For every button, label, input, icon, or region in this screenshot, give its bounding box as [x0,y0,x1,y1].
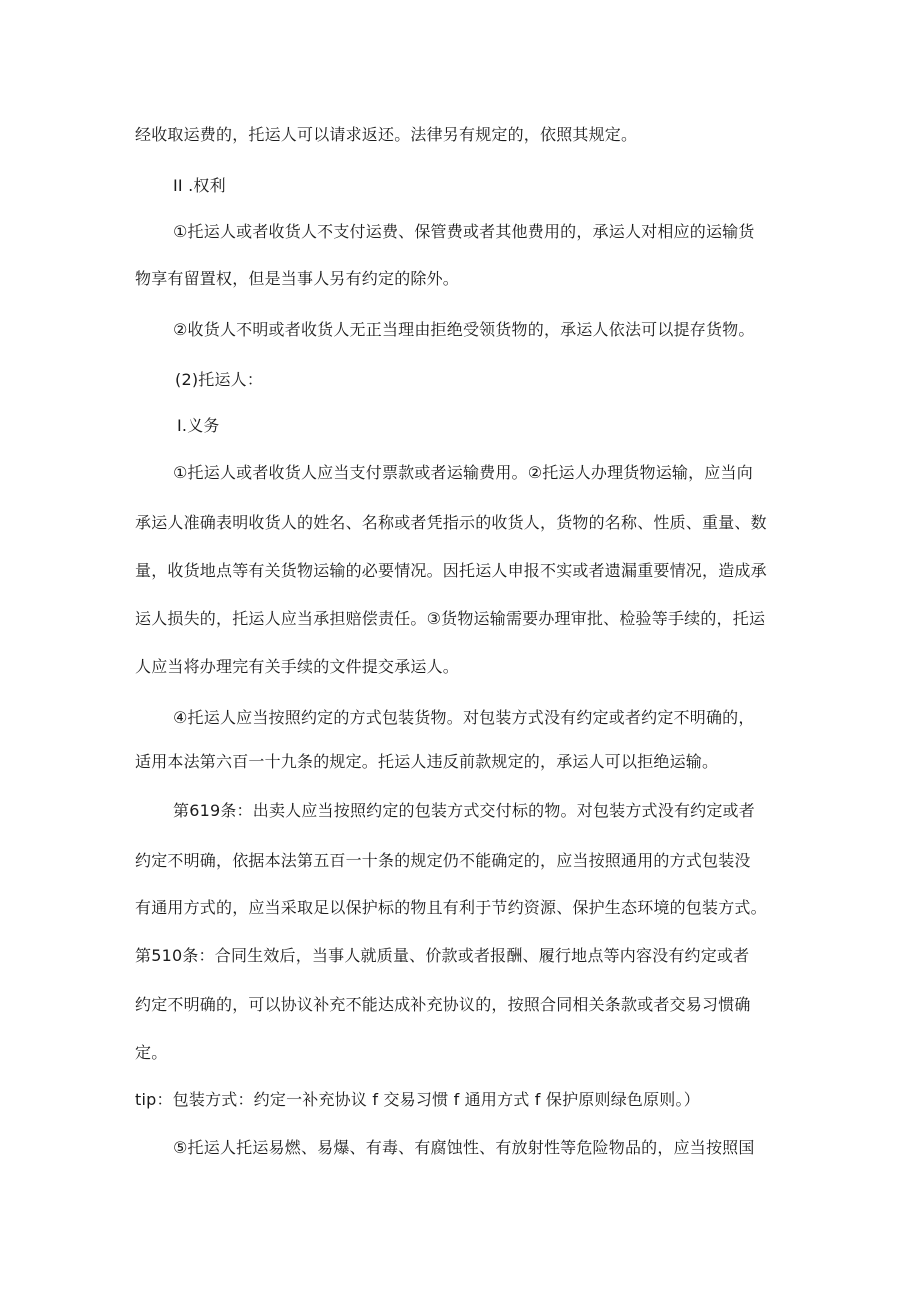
section-heading-shipper: (2)托运人： [175,370,264,389]
text-line: 第510条：合同生效后，当事人就质量、价款或者报酬、履行地点等内容没有约定或者 [135,946,750,965]
text-line: 经收取运费的，托运人可以请求返还。法律另有规定的，依照其规定。 [135,125,638,144]
section-heading-obligations: I.义务 [177,416,220,435]
text-line: ②收货人不明或者收货人无正当理由拒绝受领货物的，承运人依法可以提存货物。 [173,320,755,339]
text-line: 定。 [135,1043,168,1062]
text-line: 约定不明确的，可以协议补充不能达成补充协议的，按照合同相关条款或者交易习惯确 [135,995,751,1014]
text-line: 约定不明确，依据本法第五百一十条的规定仍不能确定的，应当按照通用的方式包装没 [135,851,751,870]
text-line: 人应当将办理完有关手续的文件提交承运人。 [135,657,460,676]
text-line: 运人损失的，托运人应当承担赔偿责任。③货物运输需要办理审批、检验等手续的，托运 [135,609,766,628]
text-line: ①托运人或者收货人不支付运费、保管费或者其他费用的，承运人对相应的运输货 [173,222,755,241]
text-line: 有通用方式的，应当采取足以保护标的物且有利于节约资源、保护生态环境的包装方式。 [135,898,767,917]
text-line: ⑤托运人托运易燃、易爆、有毒、有腐蚀性、有放射性等危险物品的，应当按照国 [173,1138,755,1157]
section-heading-rights: II .权利 [173,176,226,195]
text-line: ①托运人或者收货人应当支付票款或者运输费用。②托运人办理货物运输，应当向 [173,463,753,482]
text-line: 量，收货地点等有关货物运输的必要情况。因托运人申报不实或者遗漏重要情况，造成承 [135,561,767,580]
text-line: 物享有留置权，但是当事人另有约定的除外。 [135,269,460,288]
text-line: 适用本法第六百一十九条的规定。托运人违反前款规定的，承运人可以拒绝运输。 [135,752,719,771]
text-line: 第619条：出卖人应当按照约定的包装方式交付标的物。对包装方式没有约定或者 [173,801,755,820]
text-line: ④托运人应当按照约定的方式包装货物。对包装方式没有约定或者约定不明确的， [173,708,755,727]
tip-line: tip：包装方式：约定一补充协议 f 交易习惯 f 通用方式 f 保护原则绿色原则。） [135,1090,700,1109]
text-line: 承运人准确表明收货人的姓名、名称或者凭指示的收货人，货物的名称、性质、重量、数 [135,513,767,532]
